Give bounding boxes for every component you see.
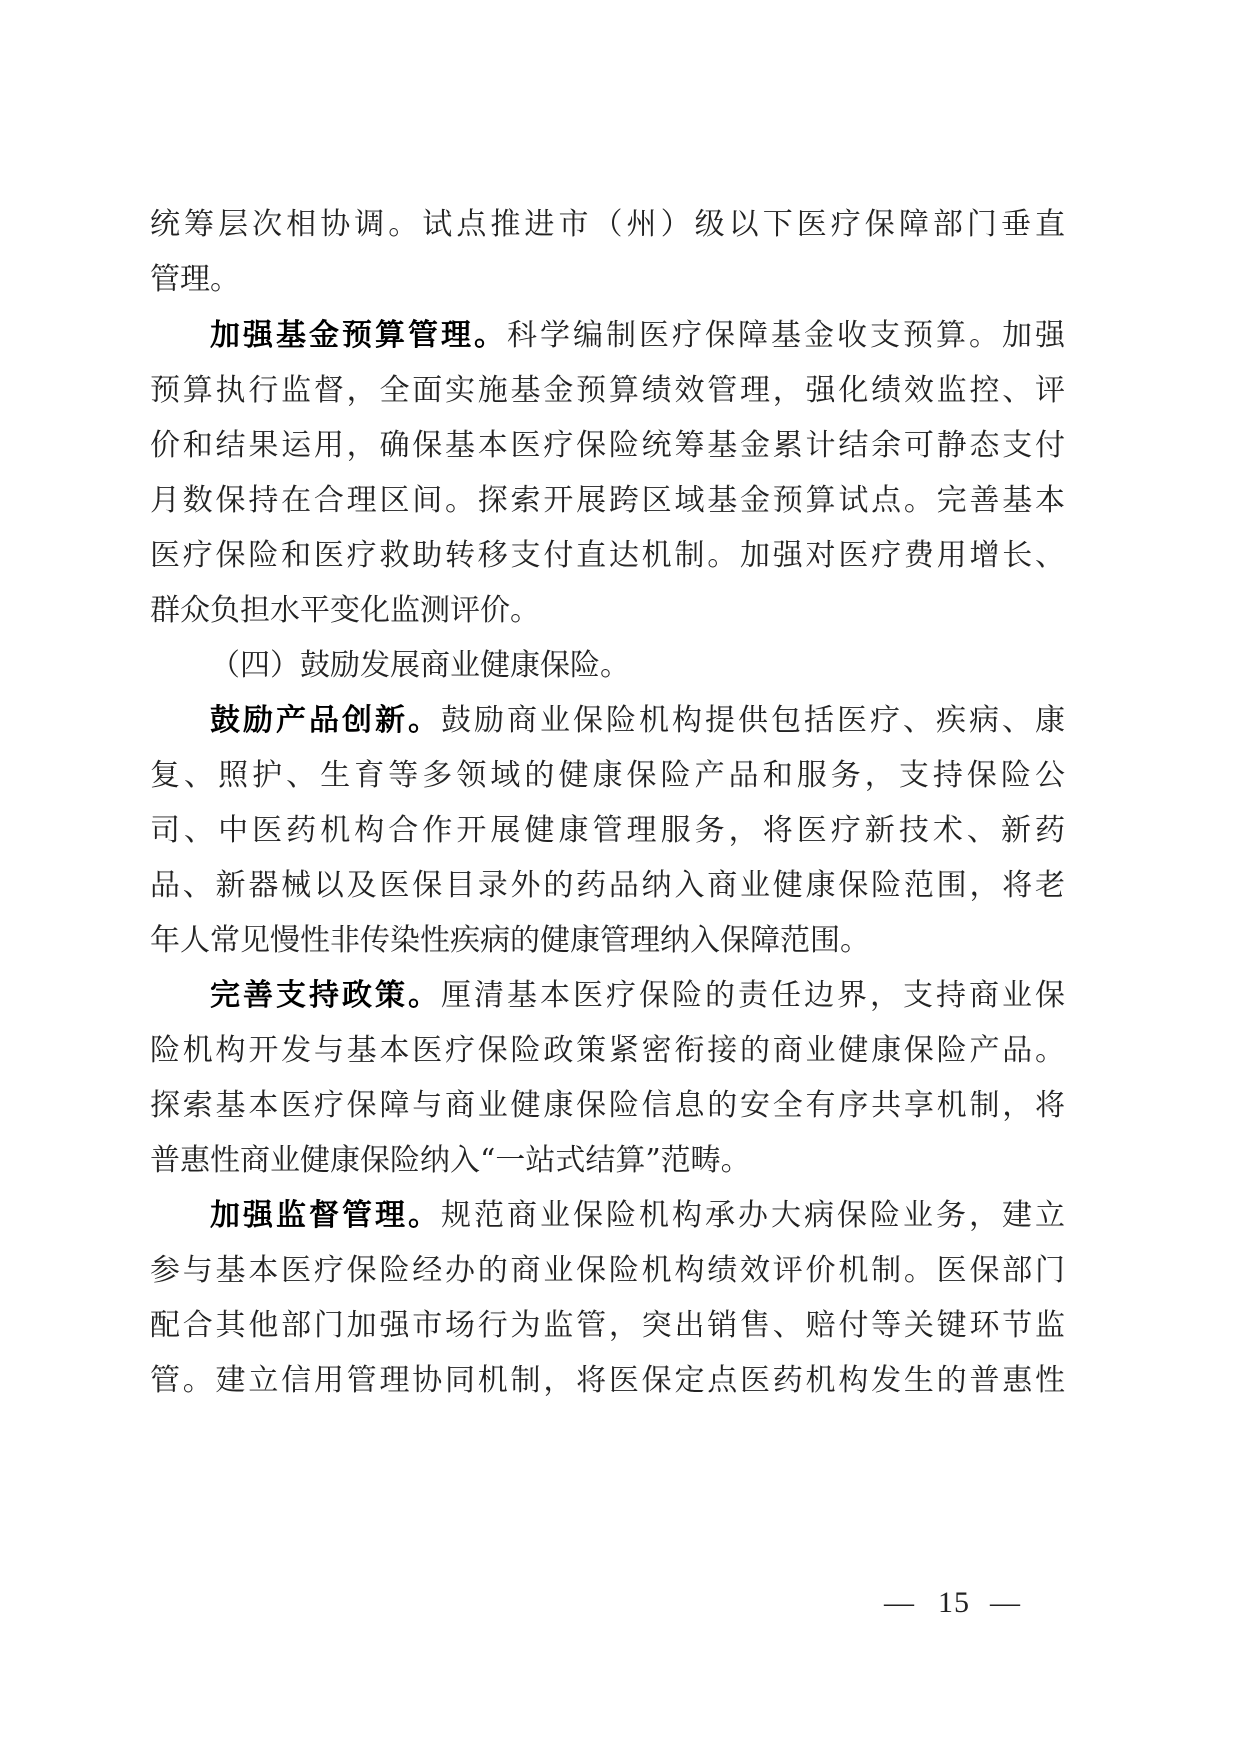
body-line: 管理。 [150, 262, 240, 297]
page-number-dash-right: — [990, 1586, 1020, 1619]
paragraph-heading: 加强监督管理。 [210, 1198, 441, 1233]
body-line: 配合其他部门加强市场行为监管，突出销售、赔付等关键环节监 [150, 1308, 1065, 1343]
paragraph-heading: 鼓励产品创新。 [210, 703, 441, 738]
paragraph-heading: 完善支持政策。 [210, 978, 441, 1013]
body-line: 司、中医药机构合作开展健康管理服务，将医疗新技术、新药 [150, 813, 1065, 848]
paragraph-first-line [210, 1186, 1065, 1246]
body-line: 参与基本医疗保险经办的商业保险机构绩效评价机制。医保部门 [150, 1253, 1065, 1288]
body-line: 预算执行监督，全面实施基金预算绩效管理，强化绩效监控、评 [150, 373, 1065, 408]
page-number: 15 [938, 1586, 970, 1619]
paragraph-text: 规范商业保险机构承办大病保险业务，建立 [441, 1198, 1065, 1233]
body-line: 品、新器械以及医保目录外的药品纳入商业健康保险范围，将老 [150, 868, 1065, 903]
paragraph-heading: 加强基金预算管理。 [210, 318, 507, 353]
body-line: 探索基本医疗保障与商业健康保险信息的安全有序共享机制，将 [150, 1088, 1065, 1123]
body-line: 群众负担水平变化监测评价。 [150, 593, 540, 628]
body-line: 医疗保险和医疗救助转移支付直达机制。加强对医疗费用增长、 [150, 538, 1065, 573]
paragraph-first-line [210, 966, 1065, 1026]
body-line: 价和结果运用，确保基本医疗保险统筹基金累计结余可静态支付 [150, 428, 1065, 463]
body-line: 普惠性商业健康保险纳入“一站式结算”范畴。 [150, 1143, 751, 1178]
body-line: 管。建立信用管理协同机制，将医保定点医药机构发生的普惠性 [150, 1363, 1065, 1398]
paragraph-text: 鼓励商业保险机构提供包括医疗、疾病、康 [441, 703, 1065, 738]
page-number-dash-left: — [884, 1586, 914, 1619]
body-line: 月数保持在合理区间。探索开展跨区域基金预算试点。完善基本 [150, 483, 1065, 518]
body-line: 统筹层次相协调。试点推进市（州）级以下医疗保障部门垂直 [150, 207, 1065, 242]
paragraph-first-line [210, 691, 1065, 751]
paragraph-first-line [210, 306, 1065, 366]
body-line: 险机构开发与基本医疗保险政策紧密衔接的商业健康保险产品。 [150, 1033, 1065, 1068]
paragraph-text: 厘清基本医疗保险的责任边界，支持商业保 [441, 978, 1065, 1013]
section-heading: （四）鼓励发展商业健康保险。 [210, 648, 630, 683]
body-line: 年人常见慢性非传染性疾病的健康管理纳入保障范围。 [150, 923, 870, 958]
paragraph-text: 科学编制医疗保障基金收支预算。加强 [507, 318, 1065, 353]
body-line: 复、照护、生育等多领域的健康保险产品和服务，支持保险公 [150, 758, 1065, 793]
